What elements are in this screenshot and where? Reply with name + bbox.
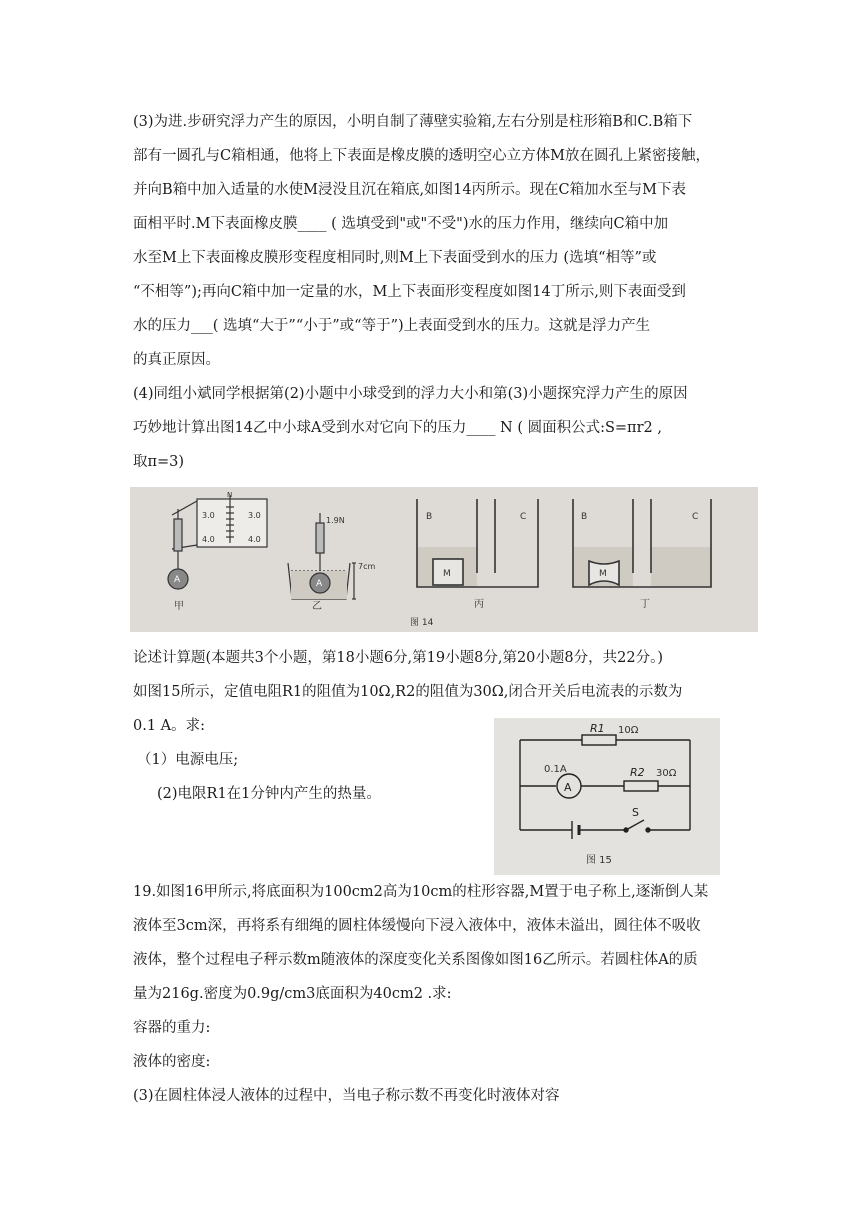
text-line: 取π=3) <box>133 454 185 470</box>
apparatus-ding <box>573 499 711 587</box>
text-line: 水至M上下表面橡皮膜形变程度相同时,则M上下表面受到水的压力 (选填“相等”或 <box>133 250 657 266</box>
figure-14-caption: 图 14 <box>410 618 434 628</box>
figure-label-bing: 丙 <box>474 599 484 610</box>
text-line: 如图15所示，定值电阻R1的阻值为10Ω,R2的阻值为30Ω,闭合开关后电流表的示数为 <box>133 684 683 700</box>
figure-14 <box>130 487 758 632</box>
text-line: 水的压力___( 选填“大于”“小于”或“等于”)上表面受到水的压力。这就是浮力产生 <box>133 318 651 334</box>
ammeter-label: A <box>564 781 572 794</box>
text-line: (4)同组小斌同学根据第(2)小题中小球受到的浮力大小和第(3)小题探究浮力产生的原因 <box>133 386 688 402</box>
text-line: 的真正原因。 <box>133 352 220 368</box>
box-c-label: C <box>520 512 527 522</box>
text-line: 并向B箱中加入适量的水使M浸没且沉在箱底,如图14丙所示。现在C箱加水至与M下表 <box>133 182 687 198</box>
text-line: 19.如图16甲所示,将底面积为100cm2高为10cm的柱形容器,M置于电子称上,逐渐倒人某 <box>133 884 709 900</box>
scale-unit-label: N <box>227 491 233 499</box>
text-line: “不相等”);再向C箱中加一定量的水，M上下表面形变程度如图14丁所示,则下表面受到 <box>133 284 686 300</box>
figure-14-drawing <box>130 487 758 632</box>
text-line: 量为216g.密度为0.9g/cm3底面积为40cm2 .求: <box>133 986 452 1002</box>
text-line: (2)电限R1在1分钟内产生的热量。 <box>157 786 381 802</box>
figure-label-jia: 甲 <box>174 601 184 612</box>
figure-label-ding: 丁 <box>640 599 650 610</box>
r2-label: R2 <box>630 766 645 779</box>
ball-a-label: A <box>174 575 181 585</box>
scale-tick-label: 3.0 <box>202 511 215 520</box>
box-b-label: B <box>581 512 588 522</box>
r1-label: R1 <box>590 722 605 735</box>
ammeter-handwritten-note: 0.1A <box>544 764 567 775</box>
circuit-diagram <box>494 718 720 875</box>
ball-a-label: A <box>316 579 323 589</box>
text-line: 液体，整个过程电子秤示数m随液体的深度变化关系图像如图16乙所示。若圆柱体A的质 <box>133 952 698 968</box>
figure-15 <box>494 718 720 875</box>
text-line: 论述计算题(本题共3个小题，第18小题6分,第19小题8分,第20小题8分，共22分。) <box>133 650 663 666</box>
r1-handwritten-note: 10Ω <box>618 725 639 736</box>
text-line: 部有一圆孔与C箱相通，他将上下表面是橡皮膜的透明空心立方体M放在圆孔上紧密接触， <box>133 148 710 164</box>
r2-handwritten-note: 30Ω <box>656 768 677 779</box>
text-line: 容器的重力: <box>133 1020 211 1036</box>
text-line: 面相平时.M下表面橡皮膜____ ( 选填受到"或"不受")水的压力作用，继续向C箱中加 <box>133 216 669 232</box>
text-line: 0.1 A。求: <box>133 718 206 734</box>
text-line: (3)在圆柱体浸人液体的过程中，当电子称示数不再变化时液体对容 <box>133 1088 560 1104</box>
scale-tick-label: 4.0 <box>202 535 215 544</box>
text-line: 巧妙地计算出图14乙中小球A受到水对它向下的压力____ N ( 圆面积公式:S=πr2 , <box>133 420 662 436</box>
figure-label-yi: 乙 <box>312 601 322 612</box>
text-line: （1）电源电压; <box>137 752 239 768</box>
text-line: 液体的密度: <box>133 1054 211 1070</box>
cube-m-label: M <box>443 569 451 579</box>
scale-tick-label: 3.0 <box>248 511 261 520</box>
scale-reading-label: 1.9N <box>326 516 345 525</box>
figure-15-caption: 图 15 <box>586 855 612 866</box>
box-c-label: C <box>692 512 699 522</box>
text-line: (3)为进.步研究浮力产生的原因，小明自制了薄壁实验箱,左右分别是柱形箱B和C.B箱下 <box>133 114 693 130</box>
cube-m-label: M <box>599 569 607 579</box>
depth-label: 7cm <box>358 562 376 571</box>
text-line: 液体至3cm深，再将系有细绳的圆柱体缓慢向下浸入液体中，液体未溢出，圆往体不吸收 <box>133 918 701 934</box>
box-b-label: B <box>426 512 433 522</box>
scale-tick-label: 4.0 <box>248 535 261 544</box>
switch-label: S <box>632 806 639 819</box>
